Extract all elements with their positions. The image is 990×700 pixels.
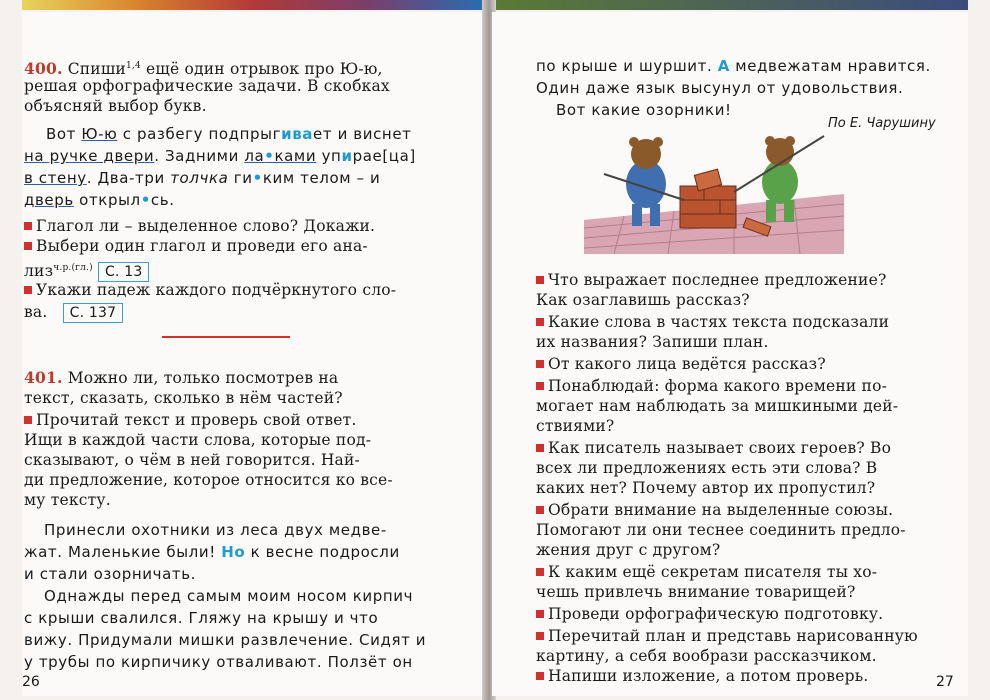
- page-number: 27: [936, 674, 954, 690]
- page-reference-box: С. 13: [98, 262, 150, 282]
- story-line: в стену. Два-три толчка ги•ким телом – и: [24, 169, 381, 187]
- task-line: лиз$^{ч.р.(гл.)}$ С. 13: [24, 258, 149, 282]
- question-line: картину, а себя вообрази рассказчиком.: [536, 647, 877, 665]
- exercise-401-line: Ищи в каждой части слова, которые под-: [24, 431, 372, 449]
- question-line: каких нет? Почему автор их пропустил?: [536, 479, 876, 497]
- exercise-400-line: 400. Спиши$^{1,4}$ ещё один отрывок про Ю-ю,: [24, 59, 383, 78]
- question-line: Как писатель называет своих героев? Во: [536, 438, 891, 458]
- page-reference-box: С. 137: [63, 303, 124, 323]
- exercise-401-line: му тексту.: [24, 491, 111, 509]
- question-line: Проведи орфографическую подготовку.: [536, 604, 883, 624]
- exercise-401-line: сказывают, о чём в ней говорится. Най-: [24, 451, 360, 469]
- author-credit: По Е. Чарушину: [828, 116, 936, 131]
- task-line: Глагол ли – выделенное слово? Докажи.: [24, 216, 375, 236]
- exercise-400-line: решая орфографические задачи. В скобках: [24, 77, 390, 95]
- question-line: Какие слова в частях текста подсказали: [536, 312, 889, 332]
- exercise-401-line: ди предложение, которое относится ко все-: [24, 471, 393, 489]
- question-line: Помогают ли они теснее соединить предло-: [536, 521, 906, 539]
- question-line: Понаблюдай: форма какого времени по-: [536, 376, 887, 396]
- exercise-401-line: Прочитай текст и проверь свой ответ.: [24, 410, 357, 430]
- page-number: 26: [22, 674, 40, 690]
- question-line: Что выражает последнее предложение?: [536, 270, 886, 290]
- question-line: их названия? Запиши план.: [536, 333, 769, 351]
- task-line: ва. С. 137: [24, 302, 123, 323]
- question-line: ствиями?: [536, 417, 615, 435]
- question-line: чешь привлечь внимание товарищей?: [536, 583, 856, 601]
- question-line: Обрати внимание на выделенные союзы.: [536, 500, 893, 520]
- question-line: всех ли предложениях есть эти слова? В: [536, 459, 878, 477]
- exercise-401-line: 401. Можно ли, только посмотрев на: [24, 368, 339, 387]
- question-line: От какого лица ведётся рассказ?: [536, 354, 826, 374]
- color-strip: [492, 0, 968, 10]
- story-line: дверь открыл•сь.: [24, 191, 175, 209]
- story-line: Один даже язык высунул от удовольствия.: [536, 79, 904, 97]
- right-page: [492, 12, 968, 696]
- story-line: жат. Маленькие были! Но к весне подросли: [24, 543, 400, 561]
- question-line: Напиши изложение, а потом проверь.: [536, 666, 868, 686]
- question-line: жения друг с другом?: [536, 541, 721, 559]
- story-line: Однажды перед самым моим носом кирпич: [44, 587, 414, 605]
- left-page: [22, 12, 484, 696]
- question-line: Перечитай план и представь нарисованную: [536, 626, 918, 646]
- exercise-400-line: объясняй выбор букв.: [24, 97, 207, 115]
- task-line: Укажи падеж каждого подчёркнутого сло-: [24, 280, 396, 300]
- story-line: Принесли охотники из леса двух медве-: [44, 521, 387, 539]
- story-line: у трубы по кирпичику отваливают. Ползёт он: [24, 653, 413, 671]
- exercise-401-line: текст, сказать, сколько в нём частей?: [24, 389, 343, 407]
- section-divider: [162, 336, 290, 338]
- story-line: с крыши свалился. Гляжу на крышу и что: [24, 609, 379, 627]
- task-line: Выбери один глагол и проведи его ана-: [24, 236, 368, 256]
- story-line: Вот какие озорники!: [556, 101, 732, 119]
- color-strip: [22, 0, 482, 10]
- question-line: К каким ещё секретам писателя ты хо-: [536, 562, 877, 582]
- question-line: могает нам наблюдать за мишкиными дей-: [536, 397, 899, 415]
- bear-cubs-illustration: [584, 124, 844, 254]
- story-line: по крыше и шуршит. А медвежатам нравится.: [536, 57, 931, 75]
- story-line: на ручке двери. Задними ла•ками упирае[ца]: [24, 147, 416, 165]
- question-line: Как озаглавишь рассказ?: [536, 291, 750, 309]
- story-line: и стали озорничать.: [24, 565, 197, 583]
- story-line: Вот Ю-ю с разбегу подпрыгивает и виснет: [46, 125, 412, 143]
- story-line: вижу. Придумали мишки развлечение. Сидят и: [24, 631, 427, 649]
